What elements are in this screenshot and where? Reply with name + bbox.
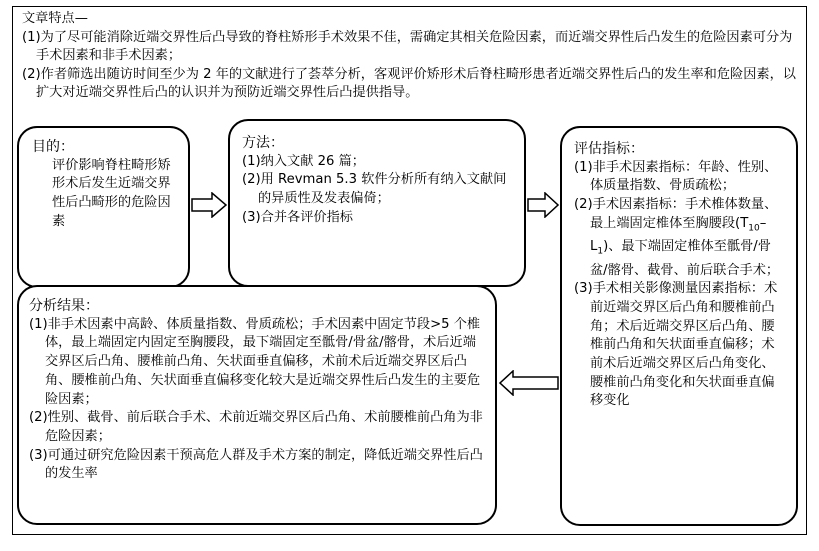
criteria-item-3: (3)手术相关影像测量因素指标：术前近端交界区后凸角和腰椎前凸角；术后近端交界区后凸角、腰椎前凸角和矢状面垂直偏移；术前术后近端交界区后凸角变化、腰椎前凸角变化和矢状面垂直偏移变化 bbox=[574, 281, 778, 409]
method-box bbox=[228, 119, 526, 287]
results-item-2: (2)性别、截骨、前后联合手术、术前近端交界区后凸角、术前腰椎前凸角为非危险因素； bbox=[29, 410, 483, 444]
arrow-left-criteria-to-results bbox=[499, 370, 559, 396]
criteria-heading: 评估指标： bbox=[574, 141, 644, 157]
goal-heading: 目的： bbox=[32, 139, 74, 155]
features-item-1: (1)为了尽可能消除近端交界性后凸导致的脊柱矫形手术效果不佳，需确定其相关危险因素，而近端交界性后凸发生的危险因素可分为手术因素和非手术因素； bbox=[22, 29, 793, 63]
criteria-item-1: (1)非手术因素指标：年龄、性别、体质量指数、骨质疏松； bbox=[574, 159, 778, 194]
features-section bbox=[22, 10, 804, 103]
features-title: 文章特点— bbox=[22, 11, 88, 26]
method-item-1: (1)纳入文献 26 篇； bbox=[242, 153, 365, 169]
results-box bbox=[17, 285, 497, 525]
criteria-item-2-mid: –L bbox=[590, 215, 767, 255]
results-item-3: (3)可通过研究危险因素干预高危人群及手术方案的制定，降低近端交界性后凸的发生率 bbox=[29, 447, 483, 482]
criteria-item-2-a: (2)手术因素指标：手术椎体数量、最上端固定椎体至胸腰段(T bbox=[574, 197, 778, 231]
arrow-right-method-to-criteria bbox=[527, 192, 559, 218]
criteria-item-2 bbox=[574, 196, 786, 280]
method-item-3: (3)合并各评价指标 bbox=[242, 209, 353, 225]
goal-body: 评价影响脊柱畸形矫形术后发生近端交界性后凸畸形的危险因素 bbox=[52, 157, 171, 229]
goal-box bbox=[17, 126, 190, 288]
criteria-box bbox=[560, 126, 798, 526]
results-heading: 分析结果： bbox=[29, 298, 99, 314]
arrow-right-goal-to-method bbox=[191, 192, 227, 218]
criteria-item-2-b: )、最下端固定椎体至骶骨/骨盆/髂骨、截骨、前后联合手术； bbox=[590, 239, 780, 278]
criteria-item-2-sub2: 1 bbox=[597, 246, 604, 257]
criteria-item-2-sub1: 10 bbox=[748, 223, 760, 234]
results-item-1: (1)非手术因素中高龄、体质量指数、骨质疏松；手术因素中固定节段>5 个椎体，最上端固定内固定至胸腰段，最下端固定至骶骨/骨盆/髂骨，术后近端交界区后凸角、腰椎前凸角、矢状面垂直偏移，术前术后近端交界区后凸角、腰椎前凸角、矢状面垂直偏移变化较大是近端交界性后凸发生的主要危险因素； bbox=[29, 316, 481, 407]
method-item-2: (2)用 Revman 5.3 软件分析所有纳入文献间的异质性及发表偏倚； bbox=[242, 172, 507, 207]
features-item-2: (2)作者筛选出随访时间至少为 2 年的文献进行了荟萃分析，客观评价矫形术后脊柱畸形患者近端交界性后凸的发生率和危险因素，以扩大对近端交界性后凸的认识并为预防近端交界性后凸提供指导。 bbox=[22, 66, 796, 100]
method-heading: 方法： bbox=[242, 135, 284, 151]
